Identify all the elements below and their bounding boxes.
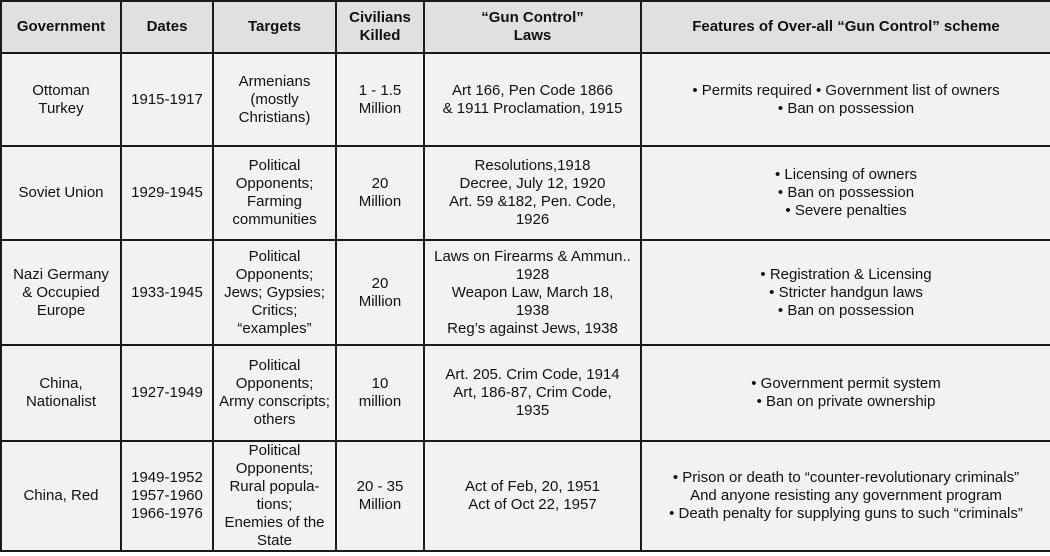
table-row — [1, 240, 1050, 345]
government-cell — [1, 345, 121, 441]
header-civilians-line: Killed — [359, 27, 401, 44]
civilians-killed-cell — [336, 146, 424, 240]
targets-cell-line: Farming — [246, 193, 302, 210]
laws-cell — [424, 441, 641, 551]
government-cell — [1, 53, 121, 146]
targets-cell-line: Opponents; — [235, 460, 314, 477]
dates-cell — [121, 240, 213, 345]
features-cell-line: • Ban on possession — [777, 301, 915, 319]
civilians-killed-cell-line: 20 — [371, 274, 389, 292]
header-features-text: Features of Over-all “Gun Control” scheme — [692, 18, 1000, 35]
government-cell-line: Nazi Germany — [13, 265, 109, 283]
civilians-killed-cell-line: Million — [358, 99, 402, 117]
targets-cell-line: (mostly — [250, 90, 299, 108]
features-cell-line: • Government permit system — [751, 375, 941, 392]
laws-cell-line: Reg’s against Jews, 1938 — [447, 319, 618, 337]
header-dates-text: Dates — [146, 18, 188, 35]
government-cell-line: Soviet Union — [18, 184, 104, 201]
targets-cell-line: Armenians — [238, 72, 311, 90]
targets-cell — [213, 441, 336, 551]
targets-cell-line: Critics; — [251, 301, 298, 319]
header-dates — [121, 1, 213, 53]
features-cell — [641, 146, 1050, 240]
civilians-killed-cell-line: 20 — [371, 175, 389, 192]
targets-cell-line: “examples” — [237, 319, 312, 337]
features-cell-line: • Severe penalties — [785, 202, 907, 219]
dates-cell-line: 1927-1949 — [131, 384, 203, 401]
targets-cell-line: Political — [248, 442, 301, 459]
laws-cell-line: Act of Oct 22, 1957 — [468, 496, 597, 513]
dates-cell-line: 1957-1960 — [131, 487, 203, 504]
targets-cell-line: others — [253, 411, 296, 428]
features-cell — [641, 240, 1050, 345]
header-laws-line: “Gun Control” — [481, 9, 584, 26]
table-row — [1, 146, 1050, 240]
laws-cell-line: Laws on Firearms & Ammun.. — [434, 247, 631, 265]
header-civilians-killed — [336, 1, 424, 53]
features-cell-line: • Ban on possession — [777, 99, 915, 117]
targets-cell — [213, 53, 336, 146]
dates-cell — [121, 53, 213, 146]
government-cell-line: Nationalist — [25, 393, 97, 410]
targets-cell — [213, 240, 336, 345]
civilians-killed-cell-line: 10 — [371, 375, 389, 392]
laws-cell-line: Decree, July 12, 1920 — [459, 175, 606, 192]
dates-cell-line: 1915-1917 — [131, 90, 203, 108]
laws-cell — [424, 345, 641, 441]
civilians-killed-cell — [336, 345, 424, 441]
government-cell-line: & Occupied — [22, 283, 100, 301]
header-row — [1, 1, 1050, 53]
targets-cell-line: State — [256, 532, 293, 549]
dates-cell — [121, 146, 213, 240]
dates-cell — [121, 441, 213, 551]
targets-cell-line: Political — [248, 357, 301, 374]
dates-cell-line: 1949-1952 — [131, 469, 203, 486]
laws-cell — [424, 146, 641, 240]
targets-cell-line: Opponents; — [235, 375, 314, 392]
laws-cell-line: Resolutions,1918 — [474, 157, 591, 174]
targets-cell-line: Enemies of the — [224, 514, 325, 531]
civilians-killed-cell-line: Million — [358, 496, 402, 513]
features-cell-line: • Registration & Licensing — [760, 265, 932, 283]
header-targets — [213, 1, 336, 53]
laws-cell-line: Art. 205. Crim Code, 1914 — [445, 366, 620, 383]
laws-cell-line: 1935 — [515, 402, 550, 419]
features-cell-line: • Prison or death to “counter-revolutionary criminals” — [672, 469, 1020, 486]
features-cell-line: • Ban on possession — [777, 184, 915, 201]
targets-cell-line: Jews; Gypsies; — [224, 283, 325, 301]
targets-cell-line: Christians) — [238, 108, 311, 126]
targets-cell-line: communities — [232, 211, 317, 228]
header-targets-text: Targets — [247, 18, 302, 35]
features-cell-line: • Death penalty for supplying guns to such “criminals” — [669, 505, 1023, 522]
laws-cell — [424, 53, 641, 146]
civilians-killed-cell-line: 1 - 1.5 — [358, 81, 402, 99]
targets-cell — [213, 146, 336, 240]
features-cell — [641, 345, 1050, 441]
dates-cell — [121, 345, 213, 441]
government-cell-line: Turkey — [38, 99, 84, 117]
table-row — [1, 345, 1050, 441]
laws-cell-line: Art, 186-87, Crim Code, — [453, 384, 612, 401]
features-cell-line: • Licensing of owners — [775, 166, 917, 183]
targets-cell-line: Army conscripts; — [219, 393, 330, 410]
header-government — [1, 1, 121, 53]
targets-cell-line: Political — [248, 157, 301, 174]
targets-cell — [213, 345, 336, 441]
header-features — [641, 1, 1050, 53]
targets-cell-line: tions; — [256, 496, 293, 513]
targets-cell-line: Opponents; — [235, 175, 314, 192]
features-cell — [641, 441, 1050, 551]
table-row — [1, 441, 1050, 551]
features-cell-line: • Ban on private ownership — [756, 393, 936, 410]
laws-cell — [424, 240, 641, 345]
government-cell-line: China, — [39, 375, 83, 392]
government-cell-line: Europe — [36, 301, 86, 319]
civilians-killed-cell — [336, 441, 424, 551]
laws-cell-line: 1928 — [515, 265, 550, 283]
civilians-killed-cell-line: 20 - 35 — [356, 478, 404, 495]
government-cell — [1, 240, 121, 345]
header-laws-line: Laws — [513, 27, 552, 44]
dates-cell-line: 1929-1945 — [131, 184, 203, 201]
targets-cell-line: Rural popula- — [229, 478, 320, 495]
civilians-killed-cell-line: Million — [358, 292, 402, 310]
features-cell-line: • Permits required • Government list of owners — [692, 81, 1000, 99]
header-government-text: Government — [16, 18, 106, 35]
laws-cell-line: Art. 59 &182, Pen. Code, — [449, 193, 616, 210]
laws-cell-line: & 1911 Proclamation, 1915 — [442, 99, 623, 117]
header-gun-control-laws — [424, 1, 641, 53]
features-cell-line: • Stricter handgun laws — [769, 283, 923, 301]
civilians-killed-cell — [336, 53, 424, 146]
features-cell-line: And anyone resisting any government program — [690, 487, 1002, 504]
government-cell — [1, 441, 121, 551]
civilians-killed-cell-line: million — [358, 393, 402, 410]
civilians-killed-cell-line: Million — [358, 193, 402, 210]
laws-cell-line: Art 166, Pen Code 1866 — [452, 81, 613, 99]
dates-cell-line: 1966-1976 — [131, 505, 203, 522]
dates-cell-line: 1933-1945 — [131, 283, 203, 301]
laws-cell-line: Weapon Law, March 18, — [451, 283, 614, 301]
targets-cell-line: Opponents; — [235, 265, 314, 283]
government-cell-line: Ottoman — [32, 81, 90, 99]
laws-cell-line: Act of Feb, 20, 1951 — [464, 478, 601, 495]
laws-cell-line: 1926 — [515, 211, 550, 228]
government-cell-line: China, Red — [23, 487, 99, 504]
civilians-killed-cell — [336, 240, 424, 345]
government-cell — [1, 146, 121, 240]
header-civilians-line: Civilians — [349, 9, 411, 26]
laws-cell-line: 1938 — [515, 301, 550, 319]
table-row — [1, 53, 1050, 146]
features-cell — [641, 53, 1050, 146]
targets-cell-line: Political — [248, 247, 301, 265]
